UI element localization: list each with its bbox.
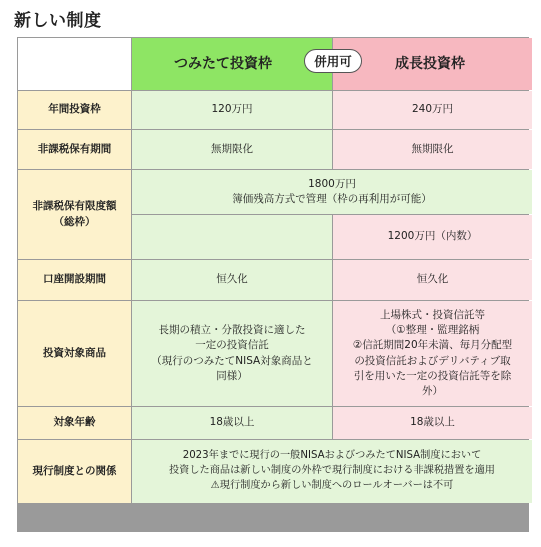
row-label-account: 口座開設期間 [18,260,131,300]
annual-growth: 240万円 [333,91,532,129]
period-growth: 無期限化 [333,130,532,169]
row-label-period: 非課税保有期間 [18,130,131,169]
products-growth: 上場株式・投資信託等 （①整理・監理銘柄 ②信託期間20年未満、毎月分配型 の投資信託およびデリバティブ取 引を用いた一定の投資信託等を除 外） [333,301,532,406]
limit-growth-inner: 1200万円（内数） [333,215,532,259]
limit-total-amount: 1800万円 [308,177,356,190]
products-tsumitate: 長期の積立・分散投資に適した 一定の投資信託 （現行のつみたてNISA対象商品と 同様） [132,301,332,406]
annual-tsumitate: 120万円 [132,91,332,129]
limit-total [132,170,532,214]
row-label-products: 投資対象商品 [18,301,131,406]
combined-use-badge: 併用可 [304,49,362,73]
relation-text: 2023年までに現行の一般NISAおよびつみたてNISA制度において 投資した商品は新しい制度の外枠で現行制度における非課税措置を適用 ⚠現行制度から新しい制度へのロールオーバーは不可 [132,440,532,503]
account-growth: 恒久化 [333,260,532,300]
account-tsumitate: 恒久化 [132,260,332,300]
header-corner [18,38,131,90]
age-growth: 18歳以上 [333,407,532,439]
row-label-annual: 年間投資枠 [18,91,131,129]
row-label-relation: 現行制度との関係 [18,440,131,503]
limit-tsumitate-empty [132,215,332,259]
tsumitate-header: つみたて投資枠 [132,38,332,90]
growth-header: 成長投資枠 [333,38,532,90]
page-title: 新しい制度 [14,11,102,31]
limit-total-note: 簿価残高方式で管理（枠の再利用が可能） [232,193,432,205]
age-tsumitate: 18歳以上 [132,407,332,439]
row-label-age: 対象年齢 [18,407,131,439]
period-tsumitate: 無期限化 [132,130,332,169]
comparison-table [17,37,529,532]
row-label-limit: 非課税保有限度額 （総枠） [18,170,131,259]
